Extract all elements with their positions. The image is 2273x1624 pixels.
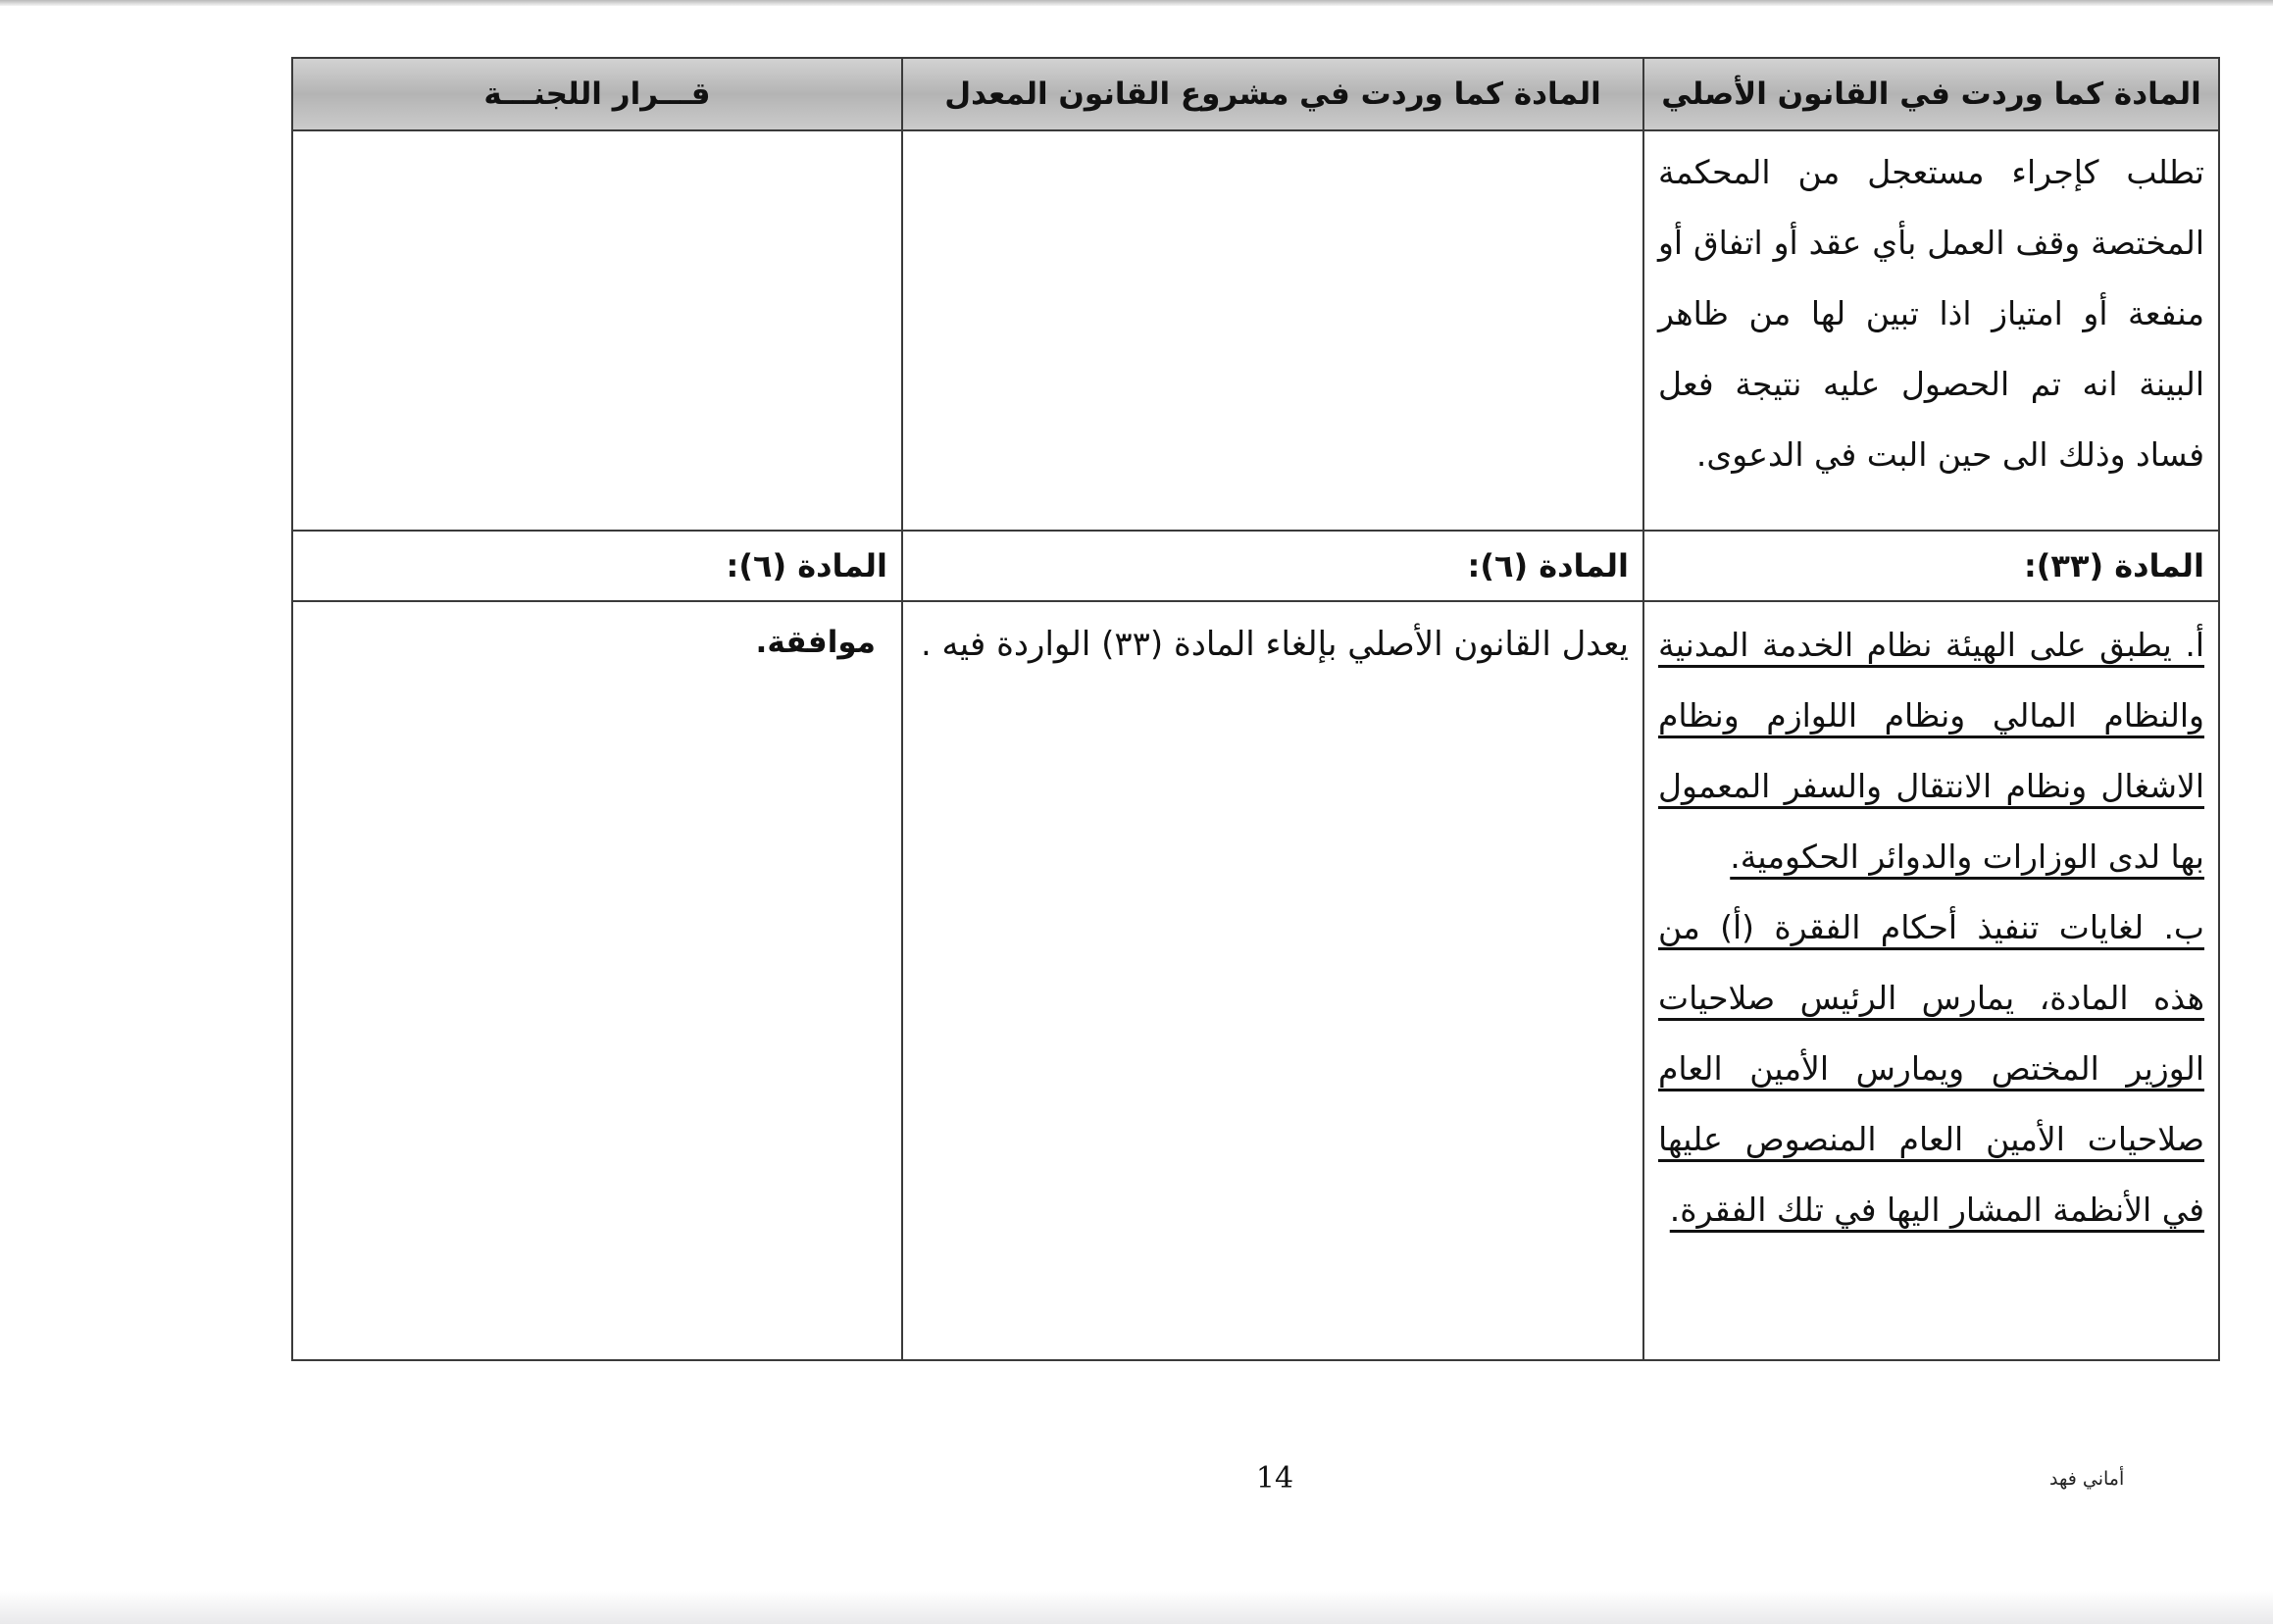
header-original-law: المادة كما وردت في القانون الأصلي	[1643, 58, 2219, 130]
original-paragraph-a	[1644, 602, 2218, 892]
cell-draft-continuation	[902, 130, 1643, 531]
cell-committee-decision	[292, 601, 902, 1360]
cell-original-continuation	[1643, 130, 2219, 531]
table-row	[292, 531, 2219, 601]
table-row	[292, 601, 2219, 1360]
page-number: 14	[1255, 1461, 1294, 1496]
decision-text: موافقة.	[755, 625, 876, 661]
original-paragraph-a-text: أ. يطبق على الهيئة نظام الخدمة المدنية والنظام المالي ونظام اللوازم ونظام الاشغال ونظام الانتقال والسفر المعمول بها لدى الوزارات والدوائر الحكومية.	[1658, 626, 2204, 877]
cell-original-article-text	[1643, 601, 2219, 1360]
scan-edge-bottom	[0, 1591, 2273, 1624]
scan-edge-top	[0, 0, 2273, 6]
cell-decision-continuation	[292, 130, 902, 531]
article-original-label: المادة (٣٣):	[1643, 531, 2219, 601]
cell-draft-article-text	[902, 601, 1643, 1360]
header-draft-law: المادة كما وردت في مشروع القانون المعدل	[902, 58, 1643, 130]
original-continuation-text: تطلب كإجراء مستعجل من المحكمة المختصة وقف العمل بأي عقد أو اتفاق أو منفعة أو امتياز اذا تبين لها من ظاهر البينة انه تم الحصول عليه نتيجة فعل فساد وذلك الى حين البت في الدعوى.	[1658, 153, 2204, 475]
original-paragraph-b	[1644, 892, 2218, 1245]
table-header-row	[292, 58, 2219, 130]
article-decision-label: المادة (٦):	[292, 531, 902, 601]
table-row	[292, 130, 2219, 531]
header-committee-decision: قـــرار اللجنـــة	[292, 58, 902, 130]
signature-initials: أماني فهد	[2049, 1468, 2125, 1490]
original-paragraph-b-text: ب. لغايات تنفيذ أحكام الفقرة (أ) من هذه المادة، يمارس الرئيس صلاحيات الوزير المختص ويمارس الأمين العام صلاحيات الأمين العام المنصوص عليها في الأنظمة المشار اليها في تلك الفقرة.	[1658, 908, 2204, 1230]
article-draft-label: المادة (٦):	[902, 531, 1643, 601]
comparison-table	[291, 57, 2220, 1361]
draft-article-text: يعدل القانون الأصلي بإلغاء المادة (٣٣) الواردة فيه .	[920, 625, 1629, 665]
